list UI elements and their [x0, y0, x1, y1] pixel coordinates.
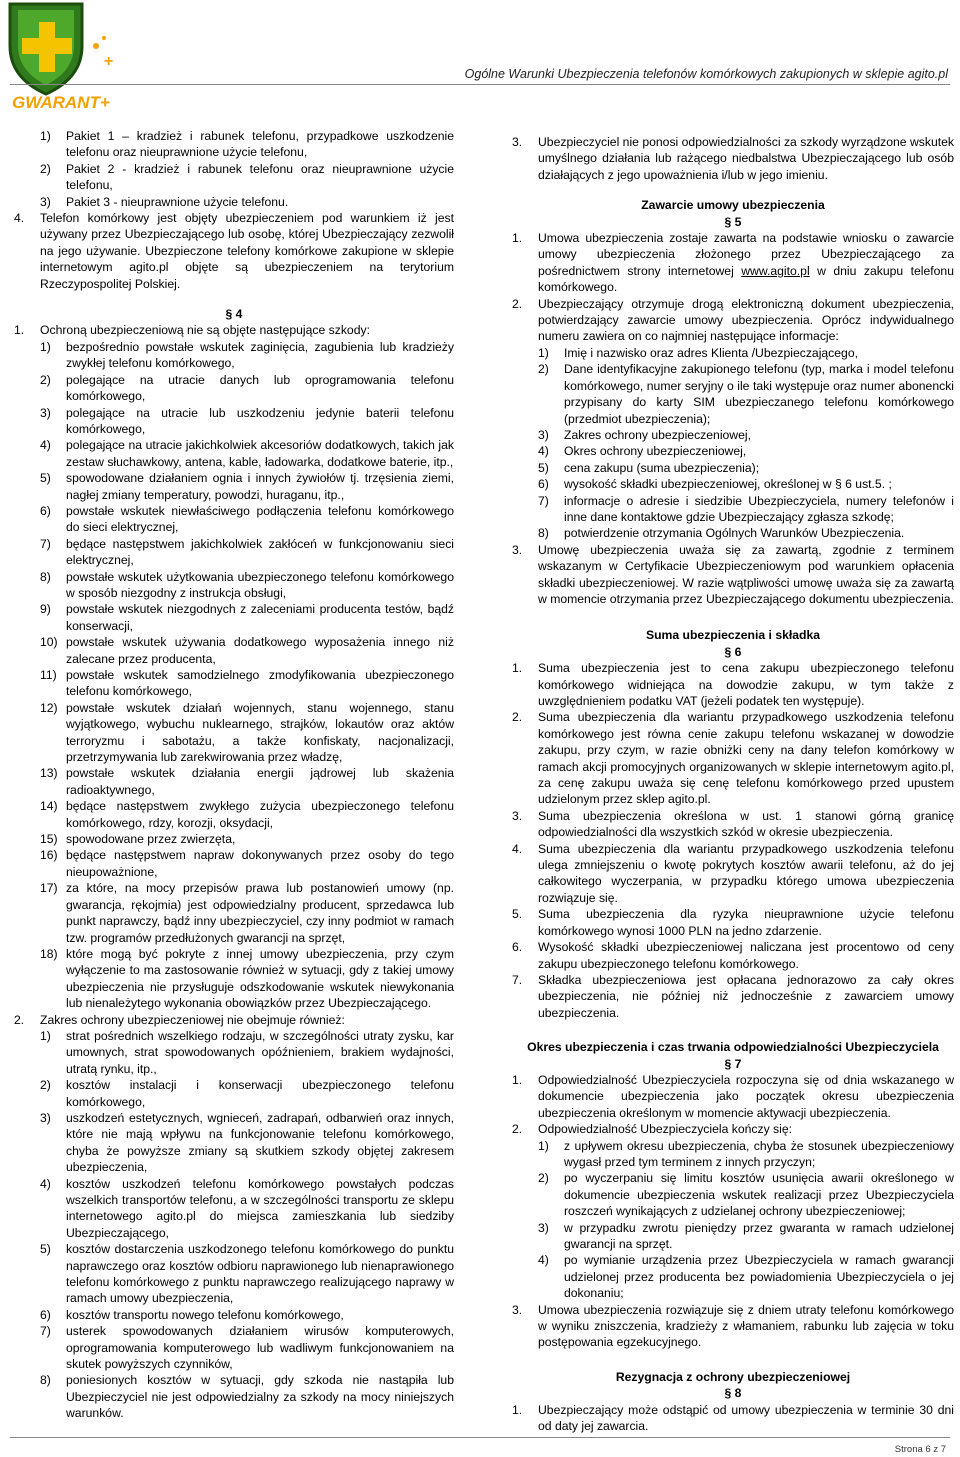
list-item-number: 17): [40, 881, 58, 896]
list-item-text: po wyczerpaniu się limitu kosztów usunięcia awarii określonego w dokumencie ubezpieczenia wskutek realizacji przez Ubezpieczyciela roszczeń wynikających z udzielanej ochrony ubezpieczeniowej;: [564, 1171, 954, 1219]
list-item: [40, 1241, 454, 1307]
list-item: [512, 808, 954, 841]
list-item-text: Suma ubezpieczenia dla wariantu przypadkowego uszkodzenia telefonu komórkowego jest równa cenie zakupu telefonu wskazanej w dowodzie zakupu, przy czym, w razie obniżki ceny na dany telefon komórkowy w ramach akcji promocyjnych organizowanych w sklepie internetowym agito.pl, za cenę zakupu uważa się cenę telefonu komórkowego przed upustem udzielonym przez sklep agito.pl.: [538, 710, 954, 807]
list-item-number: 7): [40, 1324, 51, 1339]
list-item-text: Zakres ochrony ubezpieczeniowej,: [564, 427, 751, 442]
section-7-title: Okres ubezpieczenia i czas trwania odpowiedzialności Ubezpieczyciela: [527, 1040, 939, 1055]
paragraph-4: 4. Telefon komórkowy jest objęty ubezpieczeniem pod warunkiem iż jest używany przez Ubezpieczającego lub osobę, której Ubezpieczający zezwolił na jego używanie. Ubezpieczone telefony komórkowe zakupione w sklepie internetowym agito.pl objęte są ubezpieczeniem na terytorium Rzeczypospolitej Polskiej.: [14, 211, 454, 291]
list-item: [40, 601, 454, 634]
list-item-text: powstałe wskutek działań wojennych, stanu wojennego, stanu wyjątkowego, wybuchu nuklearnego, strajków, lokautów oraz aktów terroryzmu i sabotażu, a także konfiskaty, nacjonalizacji, przetrzymywania lub zarekwirowania przez władzę,: [66, 700, 454, 765]
list-item-number: 3): [538, 427, 549, 442]
list-item-text: wysokość składki ubezpieczeniowej, określonej w § 6 ust.5. ;: [564, 477, 892, 492]
list-item-number: 12): [40, 700, 58, 715]
list-item-text: powstałe wskutek działania energii jądrowej lub skażenia radioaktywnego,: [66, 766, 454, 797]
list-item: [538, 427, 954, 443]
list-item-number: 1): [40, 1028, 51, 1043]
list-item-number: 1): [538, 345, 549, 360]
list-item-text: powstałe wskutek używania dodatkowego wyposażenia innego niż zalecane przez producenta,: [66, 635, 454, 666]
list-item: [40, 339, 454, 372]
list-item-number: 4): [40, 438, 51, 453]
section-4-paragraph-2: 2. Zakres ochrony ubezpieczeniowej nie obejmuje również:: [14, 1012, 345, 1027]
section-8-paragraph-1: 1. Ubezpieczający może odstąpić od umowy ubezpieczenia w terminie 30 dni od daty jej zawarcia.: [512, 1402, 954, 1434]
list-item: [40, 667, 454, 700]
list-item: [40, 880, 454, 946]
list-item: [40, 1110, 454, 1176]
section-5-title: Zawarcie umowy ubezpieczenia: [641, 198, 825, 213]
list-item: [40, 946, 454, 1012]
list-item-number: 6): [538, 477, 549, 492]
list-item: [40, 798, 454, 831]
list-item: [40, 536, 454, 569]
list-item-number: 1.: [512, 661, 523, 676]
list-item-text: cena zakupu (suma ubezpieczenia);: [564, 460, 760, 475]
list-item-text: usterek spowodowanych działaniem wirusów komputerowych, oprogramowania komputerowego lub wadliwym funkcjonowaniem na skutek powyższych czynników,: [66, 1324, 454, 1372]
list-item: [40, 1323, 454, 1372]
list-item-number: 5.: [512, 907, 523, 922]
list-item-text: będące następstwem zwykłego zużycia ubezpieczonego telefonu komórkowego, rdzy, korozji, oksydacji,: [66, 799, 454, 830]
list-item: [512, 939, 954, 972]
list-item-text: spowodowane przez zwierzęta,: [66, 832, 236, 847]
list-item-text: polegające na utracie lub uszkodzeniu jedynie baterii telefonu komórkowego,: [66, 405, 454, 436]
list-item-text: Suma ubezpieczenia określona w ust. 1 stanowi górną granicę odpowiedzialności dla wszystkich szkód w okresie ubezpieczenia.: [538, 808, 954, 840]
list-item: [538, 361, 954, 427]
list-item-number: 6.: [512, 940, 523, 955]
list-item-number: 5): [40, 471, 51, 486]
list-item-text: kosztów uszkodzeń telefonu komórkowego powstałych podczas wszelkich transportów telefonu, a w szczególności transportu ze sklepu internetowego agito.pl do miejsca zamieszkania lub siedziby Ubezpieczającego,: [66, 1176, 454, 1240]
list-item: [538, 493, 954, 526]
list-item-text: Suma ubezpieczenia jest to cena zakupu ubezpieczonego telefonu komórkowego widniejąca na dowodzie zakupu, w tym także z uwzględnieniem podatku VAT (jeżeli podatek ten występuje).: [538, 661, 954, 708]
section-5-paragraph-2: 2. Ubezpieczający otrzymuje drogą elektroniczną dokument ubezpieczenia, potwierdzający zawarcie umowy ubezpieczenia. Oprócz indywidualnego numeru zawiera on co najmniej następujące informacje:: [512, 296, 954, 344]
list-item-text: za które, na mocy przepisów prawa lub postanowień umowy (np. gwarancja, rękojmia) jest odpowiedzialny producent, sprzedawca lub punkt naprawczy, bądź inny ubezpieczyciel, czy inny podmiot w ramach tzw. programów przedłużonych gwarancji na sprzęt,: [66, 881, 454, 945]
list-item-text: kosztów transportu nowego telefonu komórkowego,: [66, 1307, 344, 1322]
list-item-text: z upływem okresu ubezpieczenia, chyba że stosunek ubezpieczeniowy wygasł przed tym terminem z innych przyczyn;: [564, 1138, 954, 1169]
list-item-number: 11): [40, 668, 57, 682]
list-item-number: 1): [40, 339, 51, 354]
section-6-title: Suma ubezpieczenia i składka: [645, 628, 821, 643]
section-5-number: § 5: [724, 214, 742, 229]
list-item: [40, 470, 454, 503]
list-item: [512, 841, 954, 907]
list-item: [40, 503, 454, 536]
section-6-number: § 6: [724, 644, 742, 659]
list-item: [40, 405, 454, 438]
gwarant-logo: [4, 0, 116, 114]
list-item: [538, 345, 954, 361]
list-item-number: 3): [40, 405, 51, 420]
list-item-number: 13): [40, 766, 58, 781]
list-item: [40, 1176, 454, 1242]
list-item: [538, 460, 954, 476]
list-item: [40, 700, 454, 766]
list-item-text: Suma ubezpieczenia dla wariantu przypadkowego uszkodzenia telefonu ulega zmniejszeniu o kwotę pokrytych kosztów awarii telefonu, aż do jej całkowitego wyczerpania, w przypadku którego umowa ubezpieczenia rozwiązuje się.: [538, 841, 954, 905]
list-item: [512, 972, 954, 1021]
list-item: [538, 1220, 954, 1253]
list-item-text: Składka ubezpieczeniowa jest opłacana jednorazowo za cały okres ubezpieczenia, nie później niż jednocześnie z zawarciem umowy ubezpieczenia.: [538, 972, 954, 1020]
logo-text: GWARANT+: [12, 93, 110, 112]
liability-end-list: [512, 1138, 954, 1302]
svg-text:+: +: [104, 53, 114, 70]
list-item-number: 5): [40, 1242, 51, 1257]
list-item: 1) Pakiet 1 – kradzież i rabunek telefonu, przypadkowe uszkodzenie telefonu oraz nieuprawnione użycie telefonu,: [40, 129, 454, 160]
page-number: Strona 6 z 7: [894, 1444, 946, 1455]
list-item-number: 2.: [512, 710, 523, 725]
section-4-number: § 4: [225, 307, 243, 322]
list-item: [538, 443, 954, 459]
section-7-paragraph-3: 3. Umowa ubezpieczenia rozwiązuje się z dniem utraty telefonu komórkowego w wyniku zniszczenia, kradzieży z włamaniem, rabunku lub zajęcia w toku postępowania egzekucyjnego.: [512, 1302, 954, 1350]
list-item-number: 2): [40, 1078, 51, 1093]
package-list: [14, 128, 454, 210]
list-item-number: 14): [40, 799, 58, 814]
list-item-number: 4.: [512, 841, 523, 856]
list-item: [512, 660, 954, 709]
list-item-text: Dane identyfikacyjne zakupionego telefonu (typ, marka i model telefonu komórkowego, numer seryjny o ile taki występuje oraz numer abonencki przypisany do karty SIM ubezpieczanego telefonu komórkowego (przedmiot ubezpieczenia);: [564, 362, 954, 426]
list-item: [40, 1372, 454, 1421]
list-item-number: 2): [538, 1171, 549, 1186]
paragraph-3: 3. Ubezpieczyciel nie ponosi odpowiedzialności za szkody wyrządzone wskutek umyślnego działania lub rażącego niedbalstwa Ubezpieczającego lub osób działających z jego upoważnienia i/lub w jego imieniu.: [512, 135, 954, 182]
section-7-paragraph-1: 1. Odpowiedzialność Ubezpieczyciela rozpoczyna się od dnia wskazanego w dokumencie ubezpieczenia jako początek okresu ubezpieczenia ubezpieczenia określonym w momencie aktywacji ubezpieczenia.: [512, 1072, 954, 1120]
list-item-text: które mogą być pokryte z innej umowy ubezpieczenia, przy czym wyłączenie to ma zastosowanie również w sytuacji, gdy z takiej umowy ubezpieczenia nie przysługuje odszkodowanie wskutek niewykonania lub nienależytego wykonania obowiązków przez Ubezpieczającego.: [66, 946, 454, 1011]
list-item-number: 8): [40, 1373, 51, 1388]
section-8-number: § 8: [724, 1386, 742, 1401]
list-item-text: kosztów instalacji i konserwacji ubezpieczonego telefonu komórkowego,: [66, 1078, 454, 1109]
list-item: 2) Pakiet 2 - kradzież i rabunek telefonu oraz nieuprawnione użycie telefonu,: [40, 161, 454, 193]
list-item-number: 1): [538, 1138, 549, 1153]
list-item-number: 6): [40, 503, 51, 518]
list-item-number: 16): [40, 848, 58, 863]
list-item-text: Suma ubezpieczenia dla ryzyka nieuprawnione użycie telefonu komórkowego wynosi 1000 PLN na jedno zdarzenie.: [538, 907, 954, 938]
list-item: [40, 831, 454, 847]
list-item-text: bezpośrednio powstałe wskutek zaginięcia, zagubienia lub kradzieży zwykłej telefonu komórkowego,: [66, 339, 454, 371]
list-item-text: w przypadku zwrotu pieniędzy przez gwaranta w ramach udzielonej gwarancji na sprzęt.: [564, 1220, 954, 1251]
section-8-title: Rezygnacja z ochrony ubezpieczeniowej: [615, 1369, 851, 1384]
list-item: [40, 569, 454, 602]
list-item-text: będące następstwem jakichkolwiek zakłóceń w funkcjonowaniu sieci elektrycznej,: [66, 536, 454, 568]
list-item: [40, 1077, 454, 1110]
list-item-number: 3.: [512, 808, 523, 823]
exclusions-list: [14, 339, 454, 1012]
header-divider: [10, 84, 950, 85]
list-item: [538, 1170, 954, 1219]
list-item-text: poniesionych kosztów w sytuacji, gdy szkoda nie nastąpiła lub Ubezpieczyciel nie jest odpowiedzialny za szkody na mocy niniejszych warunków.: [66, 1373, 454, 1421]
list-item-number: 3): [538, 1220, 549, 1235]
list-item-number: 18): [40, 946, 58, 961]
list-item-number: 5): [538, 460, 549, 475]
list-item: [538, 476, 954, 492]
section-7-paragraph-2: 2. Odpowiedzialność Ubezpieczyciela kończy się:: [512, 1122, 793, 1137]
list-item-text: Imię i nazwisko oraz adres Klienta /Ubezpieczającego,: [564, 345, 858, 360]
list-item-number: 7.: [512, 972, 523, 987]
list-item-number: 6): [40, 1307, 51, 1322]
list-item-number: 8): [538, 526, 549, 541]
list-item-number: 4): [538, 1253, 549, 1268]
list-item-number: 7): [40, 536, 51, 551]
list-item-text: uszkodzeń estetycznych, wgnieceń, zadrapań, odbarwień oraz innych, które nie mają wpływu na funkcjonowanie telefonu komórkowego, chyba że powyższe zmiany są skutkiem szkody objętej zakresem ubezpieczenia,: [66, 1110, 454, 1175]
scope-exclusions-list: [14, 1028, 454, 1422]
list-item-text: powstałe wskutek samodzielnego zmodyfikowania ubezpieczonego telefonu komórkowego,: [66, 668, 454, 699]
list-item-text: polegające na utracie jakichkolwiek akcesoriów dodatkowych, takich jak zestaw słuchawkowy, antena, kable, ładowarka, dodatkowe baterie, itp.,: [66, 438, 454, 469]
section-5-paragraph-1: 1. Umowa ubezpieczenia zostaje zawarta na podstawie wniosku o zawarcie umowy ubezpieczenia złożonego przez Ubezpieczającego za pośrednictwem strony internetowej www.agito.pl w dniu zakupu telefonu komórkowego.: [512, 231, 954, 295]
list-item-text: powstałe wskutek użytkowania ubezpieczonego telefonu komórkowego w sposób niezgodny z instrukcja obsługi,: [66, 569, 454, 600]
list-item: [40, 1028, 454, 1077]
list-item-text: strat pośrednich wszelkiego rodzaju, w szczególności utraty zysku, kar umownych, strat spowodowanych opóźnieniem, brakiem wydajności, utratą rynku, itp.,: [66, 1028, 454, 1076]
list-item-number: 4): [40, 1176, 51, 1191]
list-item-number: 8): [40, 569, 51, 584]
list-item: [538, 525, 954, 541]
right-column: [512, 134, 954, 1434]
list-item-number: 7): [538, 493, 549, 508]
list-item: 3) Pakiet 3 - nieuprawnione użycie telefonu.: [40, 194, 289, 209]
policy-info-list: [512, 345, 954, 542]
list-item-number: 15): [40, 832, 58, 847]
list-item-text: spowodowane działaniem ognia i innych żywiołów tj. trzęsienia ziemi, nagłej zmiany temperatury, powodzi, huraganu, itp.,: [66, 471, 454, 502]
list-item-number: 10): [40, 635, 58, 650]
list-item: [40, 437, 454, 470]
list-item-text: kosztów dostarczenia uszkodzonego telefonu komórkowego do punktu naprawczego oraz kosztów odbioru naprawionego lub nienaprawionego telefonu komórkowego z punktu naprawczego realizującego naprawy w ramach umowy ubezpieczenia,: [66, 1242, 454, 1306]
list-item-text: będące następstwem napraw dokonywanych przez osoby do tego nieupoważnione,: [66, 848, 454, 879]
list-item: [512, 906, 954, 939]
list-item-number: 2): [538, 362, 549, 377]
list-item: [40, 372, 454, 405]
list-item: [512, 709, 954, 807]
section-4-paragraph-1: 1. Ochroną ubezpieczeniową nie są objęte następujące szkody:: [14, 323, 370, 338]
agito-link[interactable]: www.agito.pl: [741, 263, 810, 278]
list-item-text: polegające na utracie danych lub oprogramowania telefonu komórkowego,: [66, 372, 454, 404]
list-item-text: powstałe wskutek niewłaściwego podłączenia telefonu komórkowego do sieci elektrycznej,: [66, 503, 454, 535]
list-item: [538, 1138, 954, 1171]
sum-insured-list: [512, 660, 954, 1021]
list-item: [538, 1252, 954, 1301]
document-header-title: Ogólne Warunki Ubezpieczenia telefonów komórkowych zakupionych w sklepie agito.pl: [464, 67, 948, 81]
list-item: [40, 847, 454, 880]
list-item-number: 9): [40, 602, 51, 617]
section-7-number: § 7: [724, 1056, 742, 1071]
section-5-paragraph-3: 3. Umowę ubezpieczenia uważa się za zawartą, zgodnie z terminem wskazanym w Certyfikacie Ubezpieczeniowym pod warunkiem opłacenia składki ubezpieczeniowej. W razie wątpliwości umowę uważa się za zawartą w momencie otrzymania przez Ubezpieczającego dokumentu ubezpieczenia.: [512, 542, 954, 606]
list-item-text: potwierdzenie otrzymania Ogólnych Warunków Ubezpieczenia.: [564, 526, 905, 541]
left-column: [14, 128, 454, 1422]
list-item-text: Wysokość składki ubezpieczeniowej naliczana jest procentowo od ceny zakupu ubezpieczonego telefonu komórkowego.: [538, 940, 954, 971]
list-item-number: 4): [538, 444, 549, 459]
list-item: [40, 1307, 454, 1323]
footer-divider: [10, 1437, 950, 1438]
list-item-number: 3): [40, 1110, 51, 1125]
list-item-text: po wymianie urządzenia przez Ubezpieczyciela w ramach gwarancji udzielonej przez producenta bez powiadomienia Ubezpieczyciela o jej dokonaniu;: [564, 1253, 954, 1301]
list-item-text: Okres ochrony ubezpieczeniowej,: [564, 444, 747, 459]
list-item-text: informacje o adresie i siedzibie Ubezpieczyciela, numery telefonów i inne dane kontaktowe gdzie Ubezpieczający zgłasza szkodę;: [564, 493, 954, 524]
list-item-number: 2): [40, 372, 51, 387]
list-item: [40, 634, 454, 667]
list-item: [40, 765, 454, 798]
list-item-text: powstałe wskutek niezgodnych z zaleceniami producenta testów, bądź konserwacji,: [66, 602, 454, 633]
